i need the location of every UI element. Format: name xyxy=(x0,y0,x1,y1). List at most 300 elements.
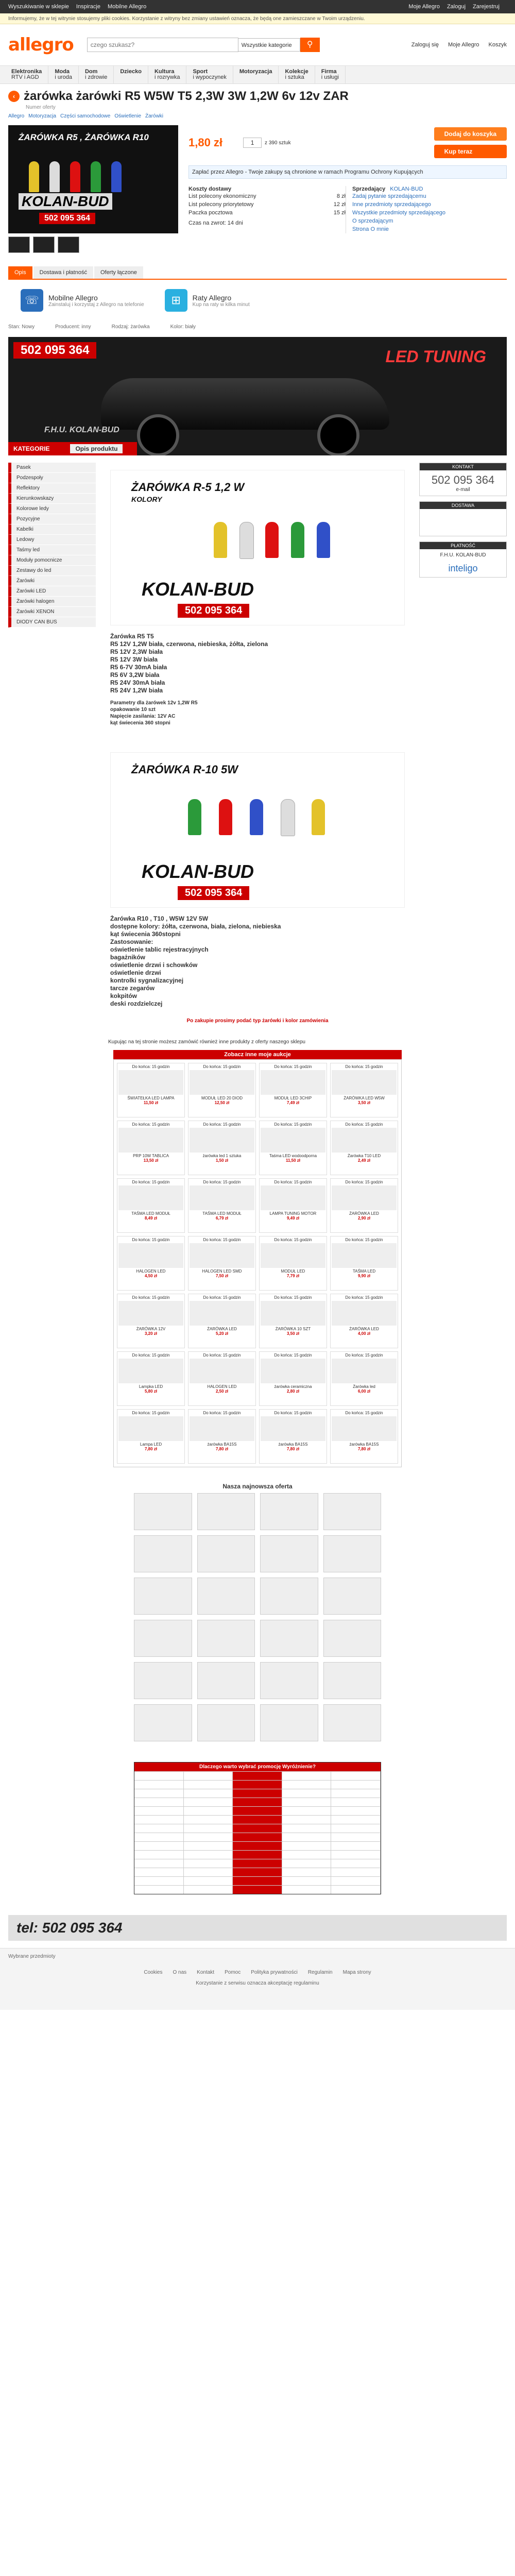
auction-price: 7,80 zł xyxy=(357,1447,370,1451)
back-icon[interactable]: ‹ xyxy=(8,91,20,102)
bulb-image xyxy=(49,161,60,192)
parameters-bar xyxy=(8,324,507,330)
nav-item-label: Dziecko xyxy=(120,69,142,75)
bulb-image xyxy=(265,522,279,558)
offer-thumbnail[interactable] xyxy=(323,1578,382,1615)
auction-card[interactable] xyxy=(330,1236,398,1291)
offer-thumbnail[interactable] xyxy=(197,1535,255,1572)
auction-image xyxy=(332,1070,397,1095)
seller-link[interactable]: Strona O mnie xyxy=(352,226,389,232)
photo-brand: KOLAN-BUD xyxy=(19,193,112,210)
seller-label: Sprzedający xyxy=(352,186,386,192)
auction-name: ŻARÓWKA LED xyxy=(207,1327,237,1331)
promo-table-cell xyxy=(134,1868,184,1876)
promo-table-cell xyxy=(331,1772,381,1780)
left-category-item[interactable]: Żarówki xyxy=(8,576,96,586)
promo-table-cell xyxy=(233,1789,282,1798)
auction-card[interactable] xyxy=(117,1351,185,1406)
footer-link[interactable]: Cookies xyxy=(144,1970,163,1975)
promo-table-row xyxy=(134,1806,381,1815)
promo-table-cell xyxy=(233,1886,282,1894)
auction-image xyxy=(332,1416,397,1441)
promo-table-cell xyxy=(184,1789,233,1798)
promo-table-cell xyxy=(331,1851,381,1859)
offer-thumbnail[interactable] xyxy=(197,1493,255,1530)
breadcrumb-item[interactable]: Części samochodowe xyxy=(60,113,111,119)
description-content xyxy=(96,463,419,1034)
quantity-input[interactable]: 1 xyxy=(243,138,262,148)
promo-table-cell xyxy=(184,1851,233,1859)
left-category-item[interactable]: Ledowy xyxy=(8,535,96,545)
offer-thumbnail[interactable] xyxy=(323,1493,382,1530)
mobile-promo xyxy=(0,280,515,321)
bottom-phone-banner: tel: 502 095 364 xyxy=(8,1915,507,1941)
auction-card[interactable] xyxy=(330,1063,398,1117)
other-auctions-title: Zobacz inne moje aukcje xyxy=(113,1050,402,1059)
auction-card[interactable] xyxy=(259,1351,327,1406)
auction-time: Do końca: 15 godzin xyxy=(203,1295,241,1300)
offer-thumbnail[interactable] xyxy=(134,1578,192,1615)
seller-name[interactable]: KOLAN-BUD xyxy=(390,186,423,192)
auction-price: 2,49 zł xyxy=(357,1158,370,1163)
nav-item-3[interactable] xyxy=(114,66,148,83)
offer-thumbnail[interactable] xyxy=(260,1704,318,1741)
left-category-item[interactable]: Kolorowe ledy xyxy=(8,504,96,514)
promo-text: Kup na raty w kilka minut xyxy=(192,301,250,308)
promo-table-cell xyxy=(134,1877,184,1885)
promo-table-cell xyxy=(282,1798,332,1806)
topbar-item[interactable]: Inspiracje xyxy=(76,4,100,10)
return-time: Czas na zwrot: 14 dni xyxy=(188,220,243,226)
auction-image xyxy=(261,1070,325,1095)
footer-link[interactable]: O nas xyxy=(173,1970,187,1975)
nav-item-2[interactable] xyxy=(79,66,114,83)
auction-price: 7,80 zł xyxy=(144,1447,157,1451)
auction-price: 2,90 zł xyxy=(357,1216,370,1221)
nav-item-7[interactable] xyxy=(279,66,315,83)
auction-image xyxy=(261,1301,325,1326)
contact-email[interactable]: e-mail xyxy=(456,487,470,493)
promo-table-cell xyxy=(282,1807,332,1815)
nav-item-label: Kolekcje xyxy=(285,69,308,75)
description-line: kontrolki sygnalizacyjnej xyxy=(110,977,184,984)
auction-image xyxy=(261,1243,325,1268)
auction-name: ŻARÓWKA LED xyxy=(349,1211,379,1216)
auction-card[interactable] xyxy=(188,1063,256,1117)
auction-card[interactable] xyxy=(259,1294,327,1348)
auction-price: 11,50 zł xyxy=(285,1158,301,1163)
promo-table-cell xyxy=(282,1824,332,1833)
offer-thumbnail[interactable] xyxy=(260,1493,318,1530)
offer-thumbnail[interactable] xyxy=(260,1578,318,1615)
left-category-item[interactable]: Taśmy led xyxy=(8,545,96,555)
auction-image xyxy=(118,1243,183,1268)
search-input[interactable] xyxy=(87,38,238,52)
auction-card[interactable] xyxy=(117,1063,185,1117)
thumbnail[interactable] xyxy=(8,236,30,253)
promo-table-cell xyxy=(282,1772,332,1780)
auction-image xyxy=(332,1185,397,1210)
promo-table-cell xyxy=(134,1798,184,1806)
footer xyxy=(0,1948,515,2010)
tab-bar xyxy=(8,266,507,280)
auction-price: 2,50 zł xyxy=(215,1389,228,1394)
nav-item-5[interactable] xyxy=(186,66,233,83)
auction-image xyxy=(261,1416,325,1441)
auction-price: 12,50 zł xyxy=(214,1100,230,1105)
topbar-item[interactable]: Zaloguj xyxy=(447,4,466,10)
promo-table-cell xyxy=(134,1807,184,1815)
bulb-image xyxy=(29,161,39,192)
seller-link[interactable]: Zadaj pytanie sprzedającemu xyxy=(352,193,426,199)
auction-name: Żarówka led xyxy=(353,1384,375,1389)
promo-table-cell xyxy=(184,1868,233,1876)
promo-table-row xyxy=(134,1780,381,1789)
auction-time: Do końca: 15 godzin xyxy=(132,1180,170,1184)
delivery-cost: 15 zł xyxy=(333,210,346,216)
description-line: R5 12V 3W biała xyxy=(110,656,158,663)
promo-table-cell xyxy=(282,1877,332,1885)
search-icon: ⚲ xyxy=(306,40,313,49)
promo-table-cell xyxy=(233,1824,282,1833)
auction-name: Taśma LED wodoodporna xyxy=(269,1154,317,1158)
delivery-box xyxy=(419,501,507,536)
auction-image xyxy=(190,1359,254,1383)
bulb-image xyxy=(214,522,227,558)
auction-card[interactable] xyxy=(117,1178,185,1233)
offer-thumbnail[interactable] xyxy=(323,1620,382,1657)
parameter: Kolor: biały xyxy=(170,324,196,330)
auction-image xyxy=(118,1185,183,1210)
tab-combined[interactable]: Oferty łączone xyxy=(94,266,143,279)
promo-table-cell xyxy=(134,1833,184,1841)
auction-image xyxy=(190,1070,254,1095)
product-image-brand: KOLAN-BUD xyxy=(142,861,254,882)
topbar-item[interactable]: Mobilne Allegro xyxy=(107,4,147,10)
auctions-grid xyxy=(113,1059,402,1467)
promo-table-cell xyxy=(233,1816,282,1824)
nav-item-sub: i sztuka xyxy=(285,74,304,80)
auction-card[interactable] xyxy=(117,1409,185,1464)
auction-card[interactable] xyxy=(188,1409,256,1464)
auction-price: 11,50 zł xyxy=(143,1100,159,1105)
description-line: dostępne kolory: żółta, czerwona, biała, zielona, niebieska xyxy=(110,923,281,930)
description-r5 xyxy=(110,633,405,694)
inteligo-logo: inteligo xyxy=(448,563,478,573)
left-category-item[interactable]: Moduły pomocnicze xyxy=(8,555,96,566)
nav-item-8[interactable] xyxy=(315,66,346,83)
order-notice: Po zakupie prosimy podać typ żarówki i kolor zamówienia xyxy=(186,1018,329,1024)
mobile-app-promo[interactable] xyxy=(21,289,144,312)
auction-name: MODUŁ LED 20 DIOD xyxy=(201,1096,243,1100)
auction-time: Do końca: 15 godzin xyxy=(274,1180,312,1184)
promo-table-cell xyxy=(331,1868,381,1876)
description-line: R5 24V 30mA biała xyxy=(110,679,165,686)
offer-thumbnail[interactable] xyxy=(323,1535,382,1572)
auction-image xyxy=(118,1070,183,1095)
promo-table-cell xyxy=(134,1824,184,1833)
tab-description[interactable]: Opis xyxy=(8,266,32,279)
topbar-item[interactable]: Wyszukiwanie w sklepie xyxy=(8,4,69,10)
auction-price: 7,79 zł xyxy=(286,1274,299,1278)
left-category-item[interactable]: DIODY CAN BUS xyxy=(8,617,96,628)
auction-image xyxy=(118,1128,183,1153)
main-photo[interactable] xyxy=(8,125,178,233)
footer-link[interactable]: Polityka prywatności xyxy=(251,1970,298,1975)
promo-table-row xyxy=(134,1859,381,1868)
promo-table-cell xyxy=(184,1859,233,1868)
auction-price: 3,50 zł xyxy=(286,1331,299,1336)
buy-now-button[interactable]: Kup teraz xyxy=(434,145,507,158)
promo-table-cell xyxy=(282,1859,332,1868)
delivery-method: Paczka pocztowa xyxy=(188,210,233,216)
auction-card[interactable] xyxy=(259,1409,327,1464)
auction-time: Do końca: 15 godzin xyxy=(132,1064,170,1069)
auction-time: Do końca: 15 godzin xyxy=(274,1353,312,1358)
auction-card[interactable] xyxy=(330,1409,398,1464)
auction-price: 4,50 zł xyxy=(144,1274,157,1278)
description-line: R5 24V 1,2W biała xyxy=(110,687,163,694)
description-line: Żarówka R5 T5 xyxy=(110,633,154,640)
seller-box xyxy=(346,186,507,233)
promo-table-cell xyxy=(331,1824,381,1833)
tab-delivery[interactable]: Dostawa i płatność xyxy=(33,266,93,279)
auction-price: 7,80 zł xyxy=(215,1447,228,1451)
footer-link[interactable]: Regulamin xyxy=(307,1970,333,1975)
offer-thumbnail[interactable] xyxy=(323,1704,382,1741)
nav-item-4[interactable] xyxy=(148,66,187,83)
header xyxy=(0,24,515,65)
bulb-image xyxy=(281,799,295,836)
description-label: Opis produktu xyxy=(70,444,123,453)
offer-thumbnail[interactable] xyxy=(323,1662,382,1699)
wheel-image xyxy=(317,414,359,455)
thumbnails xyxy=(8,236,178,253)
search-button[interactable] xyxy=(300,38,320,52)
auction-card[interactable] xyxy=(259,1178,327,1233)
footer-link[interactable]: Mapa strony xyxy=(342,1970,371,1975)
search-bar xyxy=(87,38,320,52)
auction-name: HALOGEN LED xyxy=(207,1384,237,1389)
auction-name: żarówka BA15S xyxy=(278,1442,308,1447)
auction-time: Do końca: 15 godzin xyxy=(345,1411,383,1415)
my-allegro-link[interactable]: Moje Allegro xyxy=(448,42,479,48)
installments-promo[interactable] xyxy=(165,289,250,312)
cookie-notice: Informujemy, że w tej witrynie stosujemy pliki cookies. Korzystanie z witryny bez zmiany ustawień oznacza, że będą one zamieszczane w Twoim urządzeniu. xyxy=(0,13,515,24)
description-line: R5 6V 3,2W biała xyxy=(110,671,160,679)
auction-card[interactable] xyxy=(117,1121,185,1175)
add-to-cart-button[interactable]: Dodaj do koszyka xyxy=(434,127,507,141)
offer-thumbnail[interactable] xyxy=(134,1620,192,1657)
promo-table-row xyxy=(134,1833,381,1841)
left-category-item[interactable]: Reflektory xyxy=(8,483,96,494)
auction-card[interactable] xyxy=(188,1236,256,1291)
promo-table-cell xyxy=(184,1781,233,1789)
thumbnail[interactable] xyxy=(33,236,55,253)
product-image-r10 xyxy=(110,752,405,908)
left-category-item[interactable]: Podzespoły xyxy=(8,473,96,483)
protection-note: Zapłać przez Allegro - Twoje zakupy są chronione w ramach Programu Ochrony Kupujących xyxy=(188,165,507,179)
description-line: Żarówka R10 , T10 , W5W 12V 5W xyxy=(110,915,209,922)
promo-table-cell xyxy=(233,1859,282,1868)
promo-table-cell xyxy=(134,1859,184,1868)
auction-card[interactable] xyxy=(117,1236,185,1291)
auction-card[interactable] xyxy=(330,1178,398,1233)
product-image-subtitle: KOLORY xyxy=(131,495,162,503)
allegro-logo[interactable]: allegro xyxy=(8,35,74,55)
auction-time: Do końca: 15 godzin xyxy=(132,1238,170,1242)
shop-note: Kupując na tej stronie możesz zamówić również inne produkty z oferty naszego sklepu xyxy=(108,1039,305,1045)
auction-price: 6,79 zł xyxy=(215,1216,228,1221)
auction-card[interactable] xyxy=(188,1178,256,1233)
promo-table-cell xyxy=(184,1816,233,1824)
left-category-item[interactable]: Kierunkowskazy xyxy=(8,494,96,504)
auction-image xyxy=(190,1416,254,1441)
product-image-phone: 502 095 364 xyxy=(178,604,249,618)
nav-item-1[interactable] xyxy=(48,66,79,83)
auction-time: Do końca: 15 godzin xyxy=(132,1411,170,1415)
category-nav xyxy=(0,65,515,84)
promo-table-row xyxy=(134,1850,381,1859)
auction-time: Do końca: 15 godzin xyxy=(274,1064,312,1069)
auction-card[interactable] xyxy=(188,1294,256,1348)
auction-price: 13,50 zł xyxy=(143,1158,159,1163)
seller-link[interactable]: Wszystkie przedmioty sprzedającego xyxy=(352,210,445,216)
product-image-brand: KOLAN-BUD xyxy=(142,579,254,600)
cart-link[interactable]: Koszyk xyxy=(488,42,507,48)
auction-time: Do końca: 15 godzin xyxy=(132,1353,170,1358)
promo-table-cell xyxy=(331,1781,381,1789)
auction-name: Lampka LED xyxy=(139,1384,163,1389)
breadcrumb-item[interactable]: Motoryzacja xyxy=(28,113,57,119)
auction-card[interactable] xyxy=(188,1121,256,1175)
title-bar xyxy=(0,84,515,104)
breadcrumb-item[interactable]: Oświetlenie xyxy=(114,113,142,119)
promo-table-cell xyxy=(233,1868,282,1876)
offer-thumbnail[interactable] xyxy=(260,1620,318,1657)
description-line: oświetlenie tablic rejestracyjnych xyxy=(110,946,209,953)
auction-price: 3,50 zł xyxy=(357,1100,370,1105)
wheel-image xyxy=(137,414,179,455)
auction-price: 1,50 zł xyxy=(215,1158,228,1163)
offer-thumbnail[interactable] xyxy=(197,1578,255,1615)
product-image-phone: 502 095 364 xyxy=(178,886,249,900)
thumbnail[interactable] xyxy=(58,236,79,253)
delivery-cost: 8 zł xyxy=(336,193,346,199)
breadcrumb-item[interactable]: Żarówki xyxy=(145,113,164,119)
offer-thumbnail[interactable] xyxy=(197,1662,255,1699)
nav-item-0[interactable] xyxy=(5,66,48,83)
promo-table-row xyxy=(134,1841,381,1850)
offer-section xyxy=(0,121,515,257)
auction-price: 3,20 zł xyxy=(144,1331,157,1336)
auction-image xyxy=(261,1128,325,1153)
parameter-line: opakowanie 10 szt xyxy=(110,707,156,713)
parameter: Stan: Nowy xyxy=(8,324,35,330)
auction-card[interactable] xyxy=(330,1294,398,1348)
nav-item-sub: i uroda xyxy=(55,74,72,80)
description-line: kokpitów xyxy=(110,992,138,999)
left-category-item[interactable]: Kabelki xyxy=(8,524,96,535)
parameter: Producent: inny xyxy=(55,324,91,330)
box-header: DOSTAWA xyxy=(420,502,506,509)
auction-card[interactable] xyxy=(330,1351,398,1406)
left-category-item[interactable]: Pozycyjne xyxy=(8,514,96,524)
auction-name: LAMPA TUNING MOTOR xyxy=(269,1211,317,1216)
auction-name: TAŚMA LED MODUŁ xyxy=(202,1211,242,1216)
auction-card[interactable] xyxy=(259,1236,327,1291)
promo-table-row xyxy=(134,1885,381,1894)
promo-table-cell xyxy=(331,1807,381,1815)
bulb-image xyxy=(70,161,80,192)
nav-item-6[interactable] xyxy=(233,66,279,83)
delivery-section xyxy=(188,186,507,233)
description-line: R5 12V 1,2W biała, czerwona, niebieska, żółta, zielona xyxy=(110,640,268,648)
bulb-image xyxy=(219,799,232,835)
left-category-item[interactable]: Zestawy do led xyxy=(8,566,96,576)
left-category-item[interactable]: Pasek xyxy=(8,463,96,473)
seller-link[interactable]: Inne przedmioty sprzedającego xyxy=(352,201,431,208)
offer-thumbnail[interactable] xyxy=(197,1620,255,1657)
promo-table-cell xyxy=(282,1851,332,1859)
seller-link[interactable]: O sprzedającym xyxy=(352,218,393,224)
auction-image xyxy=(118,1301,183,1326)
left-category-item[interactable]: Żarówki LED xyxy=(8,586,96,597)
auction-image xyxy=(332,1301,397,1326)
offer-thumbnail[interactable] xyxy=(134,1535,192,1572)
auction-name: HALOGEN LED SMD xyxy=(202,1269,242,1274)
description-line: kąt świecenia 360stopni xyxy=(110,930,181,938)
left-category-item[interactable]: Żarówki XENON xyxy=(8,607,96,617)
login-link[interactable]: Zaloguj się xyxy=(411,42,439,48)
offer-thumbnail[interactable] xyxy=(197,1704,255,1741)
topbar-item[interactable]: Zarejestruj xyxy=(473,4,500,10)
auction-time: Do końca: 15 godzin xyxy=(345,1353,383,1358)
auction-name: ŻARÓWKA 12V xyxy=(136,1327,166,1331)
auction-time: Do końca: 15 godzin xyxy=(203,1238,241,1242)
photo-title: ŻARÓWKA R5 , ŻARÓWKA R10 xyxy=(19,132,149,142)
footer-link[interactable]: Pomoc xyxy=(225,1970,241,1975)
offer-thumbnail[interactable] xyxy=(134,1704,192,1741)
top-bar xyxy=(0,0,515,13)
bulb-image xyxy=(291,522,304,558)
promo-table-cell xyxy=(184,1833,233,1841)
footer-link[interactable]: Kontakt xyxy=(197,1970,215,1975)
auction-card[interactable] xyxy=(188,1351,256,1406)
offer-thumbnail[interactable] xyxy=(134,1662,192,1699)
promo-table-cell xyxy=(184,1798,233,1806)
offer-thumbnail[interactable] xyxy=(134,1493,192,1530)
auction-card[interactable] xyxy=(330,1121,398,1175)
promo-table-row xyxy=(134,1876,381,1885)
auction-card[interactable] xyxy=(259,1063,327,1117)
offer-thumbnail[interactable] xyxy=(260,1662,318,1699)
left-category-item[interactable]: Żarówki halogen xyxy=(8,597,96,607)
search-category-select[interactable]: Wszystkie kategorie xyxy=(238,38,300,52)
auction-image xyxy=(190,1128,254,1153)
nav-item-label: Kultura xyxy=(154,69,175,75)
nav-item-label: Firma xyxy=(321,69,337,75)
contact-box xyxy=(419,463,507,496)
offer-thumbnail[interactable] xyxy=(260,1535,318,1572)
breadcrumb-item[interactable]: Allegro xyxy=(8,113,25,119)
promo-table-cell xyxy=(282,1833,332,1841)
auction-card[interactable] xyxy=(117,1294,185,1348)
description-layout xyxy=(8,463,507,1034)
auction-card[interactable] xyxy=(259,1121,327,1175)
parameter-line: Parametry dla żarówek 12v 1,2W R5 xyxy=(110,700,198,706)
topbar-item[interactable]: Moje Allegro xyxy=(408,4,440,10)
